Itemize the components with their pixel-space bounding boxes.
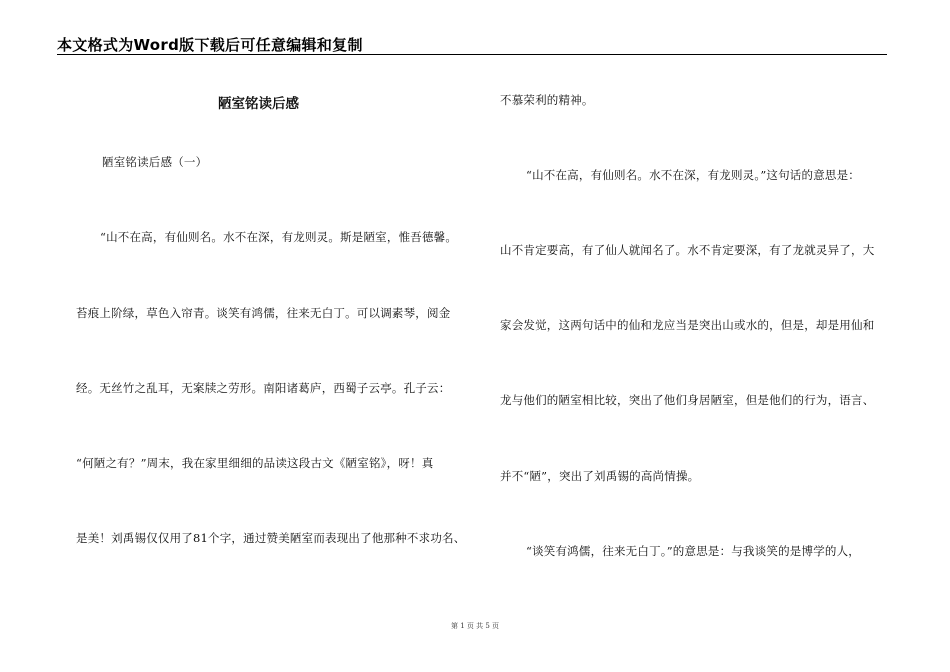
paragraph-line: 家会发觉，这两句话中的仙和龙应当是突出山或水的，但是，却是用仙和 bbox=[500, 318, 875, 332]
page-footer: 第 1 页 共 5 页 bbox=[450, 622, 500, 630]
paragraph-line: 苔痕上阶绿，草色入帘青。谈笑有鸿儒，往来无白丁。可以调素琴，阅金 bbox=[76, 306, 451, 320]
header-rule bbox=[57, 54, 887, 55]
paragraph-line: 龙与他们的陋室相比较，突出了他们身居陋室，但是他们的行为，语言、 bbox=[500, 393, 875, 407]
paragraph-line: 山不肯定要高，有了仙人就闻名了。水不肯定要深，有了龙就灵异了，大 bbox=[500, 243, 875, 257]
paragraph-line: 并不“陋”，突出了刘禹锡的高尚情操。 bbox=[500, 469, 700, 483]
paragraph-line: “何陋之有？”周末，我在家里细细的品读这段古文《陋室铭》，呀！真 bbox=[76, 456, 434, 470]
paragraph-line: “谈笑有鸿儒，往来无白丁。”的意思是：与我谈笑的是博学的人， bbox=[526, 544, 861, 558]
paragraph-line: 经。无丝竹之乱耳，无案牍之劳形。南阳诸葛庐，西蜀子云亭。孔子云： bbox=[76, 381, 451, 395]
header-banner: 本文格式为Word版下载后可任意编辑和复制 bbox=[57, 36, 363, 54]
subtitle-line: 陋室铭读后感（一） bbox=[102, 155, 208, 169]
paragraph-line: 不慕荣利的精神。 bbox=[500, 93, 594, 107]
paragraph-line: 是美！刘禹锡仅仅用了81个字，通过赞美陋室而表现出了他那种不求功名、 bbox=[76, 531, 466, 545]
paragraph-line: “山不在高，有仙则名。水不在深，有龙则灵。”这句话的意思是： bbox=[526, 168, 861, 182]
paragraph-line: “山不在高，有仙则名。水不在深，有龙则灵。斯是陋室，惟吾德馨。 bbox=[100, 230, 458, 244]
document-title: 陋室铭读后感 bbox=[218, 96, 299, 112]
